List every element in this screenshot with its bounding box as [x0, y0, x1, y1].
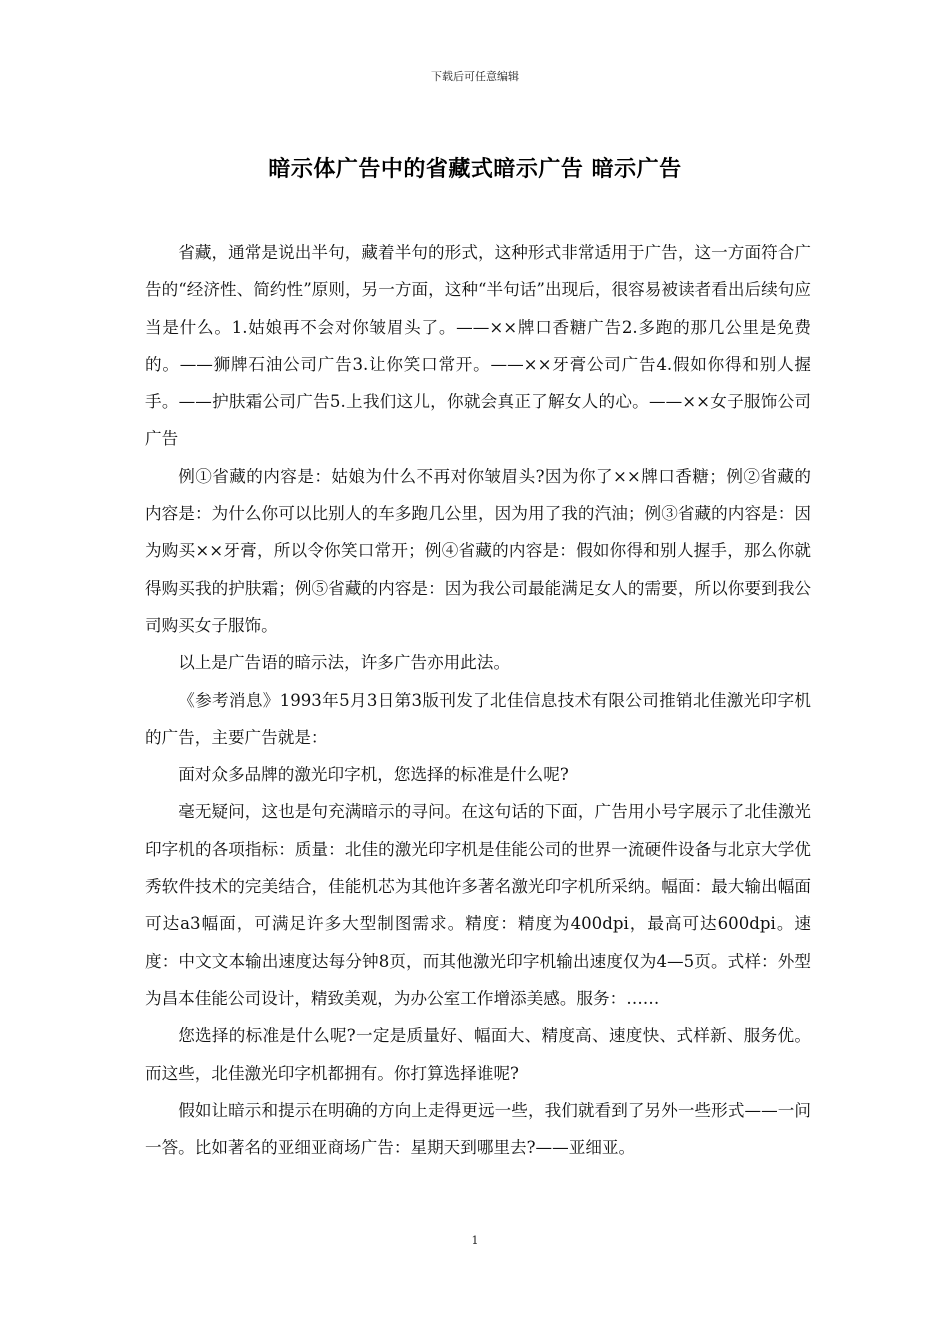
document-body: [145, 234, 811, 1166]
paragraph: 毫无疑问，这也是句充满暗示的寻问。在这句话的下面，广告用小号字展示了北佳激光印字机的各项指标：质量：北佳的激光印字机是佳能公司的世界一流硬件设备与北京大学优秀软件技术的完美结合，佳能机芯为其他许多著名激光印字机所采纳。幅面：最大输出幅面可达a3幅面，可满足许多大型制图需求。精度：精度为400dpi，最高可达600dpi。速度：中文文本输出速度达每分钟8页，而其他激光印字机输出速度仅为4—5页。式样：外型为昌本佳能公司设计，精致美观，为办公室工作增添美感。服务：……: [145, 802, 811, 1008]
paragraph: 《参考消息》1993年5月3日第3版刊发了北佳信息技术有限公司推销北佳激光印字机的广告，主要广告就是：: [145, 690, 811, 747]
paragraph: 您选择的标准是什么呢?一定是质量好、幅面大、精度高、速度快、式样新、服务优。而这些，北佳激光印字机都拥有。你打算选择谁呢?: [145, 1026, 811, 1083]
paragraph: 例①省藏的内容是：姑娘为什么不再对你皱眉头?因为你了××牌口香糖；例②省藏的内容是：为什么你可以比别人的车多跑几公里，因为用了我的汽油；例③省藏的内容是：因为购买××牙膏，所以令你笑口常开；例④省藏的内容是：假如你得和别人握手，那么你就得购买我的护肤霜；例⑤省藏的内容是：因为我公司最能满足女人的需要，所以你要到我公司购买女子服饰。: [145, 466, 811, 635]
document-title: 暗示体广告中的省藏式暗示广告 暗示广告: [268, 156, 682, 182]
paragraph: 面对众多品牌的激光印字机，您选择的标准是什么呢?: [178, 765, 569, 785]
paragraph: 省藏，通常是说出半句，藏着半句的形式，这种形式非常适用于广告，这一方面符合广告的“经济性、简约性”原则，另一方面，这种“半句话”出现后，很容易被读者看出后续句应当是什么。1.姑娘再不会对你皱眉头了。——××牌口香糖广告2.多跑的那几公里是免费的。——狮牌石油公司广告3.让你笑口常开。——××牙膏公司广告4.假如你得和别人握手。——护肤霜公司广告5.上我们这儿，你就会真正了解女人的心。——××女子服饰公司广告: [145, 243, 811, 449]
page-number: 1: [471, 1234, 479, 1247]
paragraph: 以上是广告语的暗示法，许多广告亦用此法。: [178, 653, 511, 673]
paragraph: 假如让暗示和提示在明确的方向上走得更远一些，我们就看到了另外一些形式——一问一答。比如著名的亚细亚商场广告：星期天到哪里去?——亚细亚。: [145, 1100, 811, 1158]
header-note: 下载后可任意编辑: [431, 70, 519, 83]
